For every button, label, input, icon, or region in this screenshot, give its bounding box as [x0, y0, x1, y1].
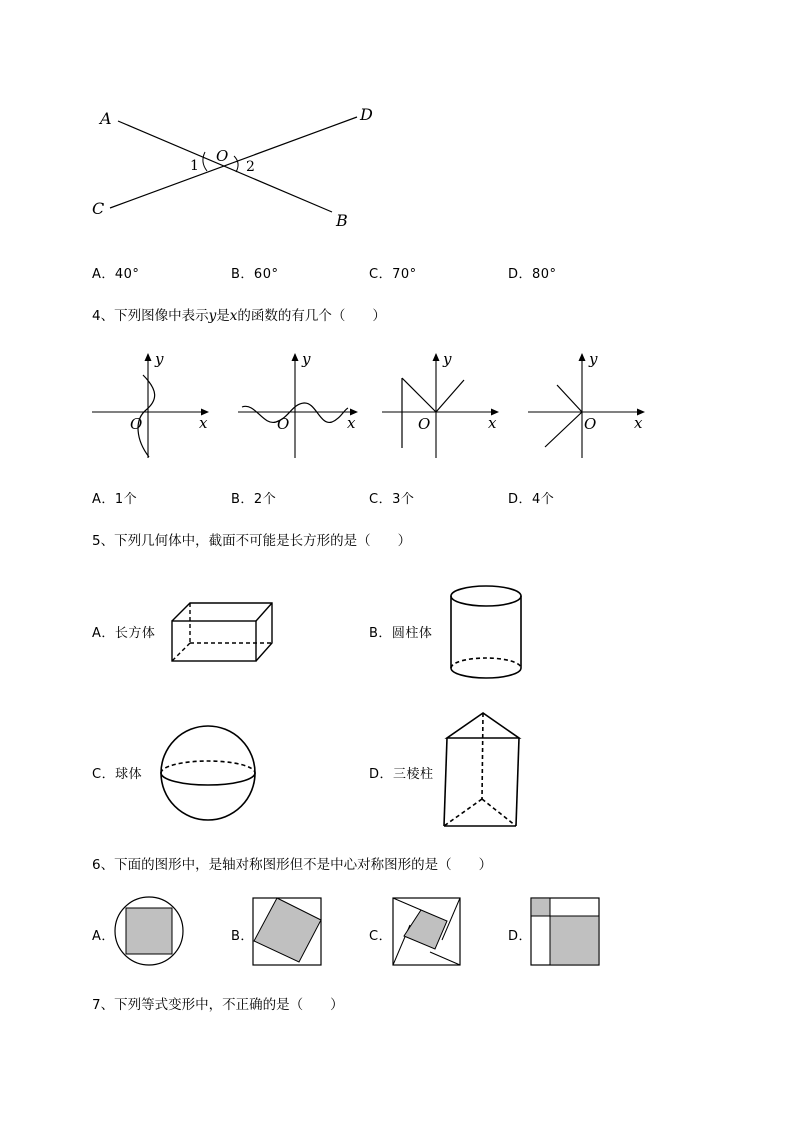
q5-stem: 5、下列几何体中，截面不可能是长方形的是（ ）	[92, 533, 412, 549]
q4-option-a[interactable]: A．1个	[92, 492, 138, 507]
q4-option-c[interactable]: C．3个	[369, 492, 415, 507]
label-d: D	[360, 105, 373, 124]
graph-2-x-label: x	[347, 414, 356, 432]
shape-c	[393, 898, 460, 965]
q3-option-b[interactable]: B．60°	[231, 267, 279, 282]
shape-d	[531, 898, 599, 965]
q3-option-a[interactable]: A．40°	[92, 267, 140, 282]
graph-4-y-label: y	[589, 350, 598, 368]
graph-1-x-label: x	[199, 414, 208, 432]
graph-1-origin-label: O	[130, 415, 143, 433]
label-angle-2: 2	[246, 159, 255, 175]
graph-1-y-label: y	[155, 350, 164, 368]
q5-option-a[interactable]: A．长方体	[92, 626, 156, 641]
q3-option-c[interactable]: C．70°	[369, 267, 417, 282]
label-angle-1: 1	[190, 158, 199, 174]
graph-4-origin-label: O	[584, 415, 597, 433]
q6-stem: 6、下面的图形中，是轴对称图形但不是中心对称图形的是（ ）	[92, 857, 493, 873]
label-o: O	[216, 147, 229, 165]
q4-stem-mid: 是	[216, 308, 230, 324]
q4-var-y: y	[208, 308, 217, 324]
q6-option-b[interactable]: B．	[231, 929, 254, 944]
graph-2-y-label: y	[302, 350, 311, 368]
q6-option-c[interactable]: C．	[369, 929, 393, 944]
q5-option-c[interactable]: C．球体	[92, 767, 143, 782]
q4-stem-post: 的函数的有几个（ ）	[237, 308, 386, 324]
graph-2-origin-label: O	[277, 415, 290, 433]
graph-3-origin-label: O	[418, 415, 431, 433]
shape-b	[253, 898, 321, 965]
q4-option-b[interactable]: B．2个	[231, 492, 277, 507]
q4-var-x: x	[229, 308, 238, 324]
q6-option-d[interactable]: D．	[508, 929, 533, 944]
q5-option-b[interactable]: B．圆柱体	[369, 626, 433, 641]
q7-stem: 7、下列等式变形中，不正确的是（ ）	[92, 997, 344, 1013]
graph-4-x-label: x	[634, 414, 643, 432]
q4-option-d[interactable]: D．4个	[508, 492, 555, 507]
graph-3-x-label: x	[488, 414, 497, 432]
graph-3-y-label: y	[443, 350, 452, 368]
q3-option-d[interactable]: D．80°	[508, 267, 557, 282]
label-c: C	[92, 199, 105, 218]
q6-option-a[interactable]: A．	[92, 929, 115, 944]
label-b: B	[336, 211, 348, 230]
q4-stem-pre: 4、下列图像中表示	[92, 308, 209, 324]
shape-a	[115, 897, 183, 965]
q5-option-d[interactable]: D．三棱柱	[369, 767, 434, 782]
label-a: A	[100, 109, 112, 128]
